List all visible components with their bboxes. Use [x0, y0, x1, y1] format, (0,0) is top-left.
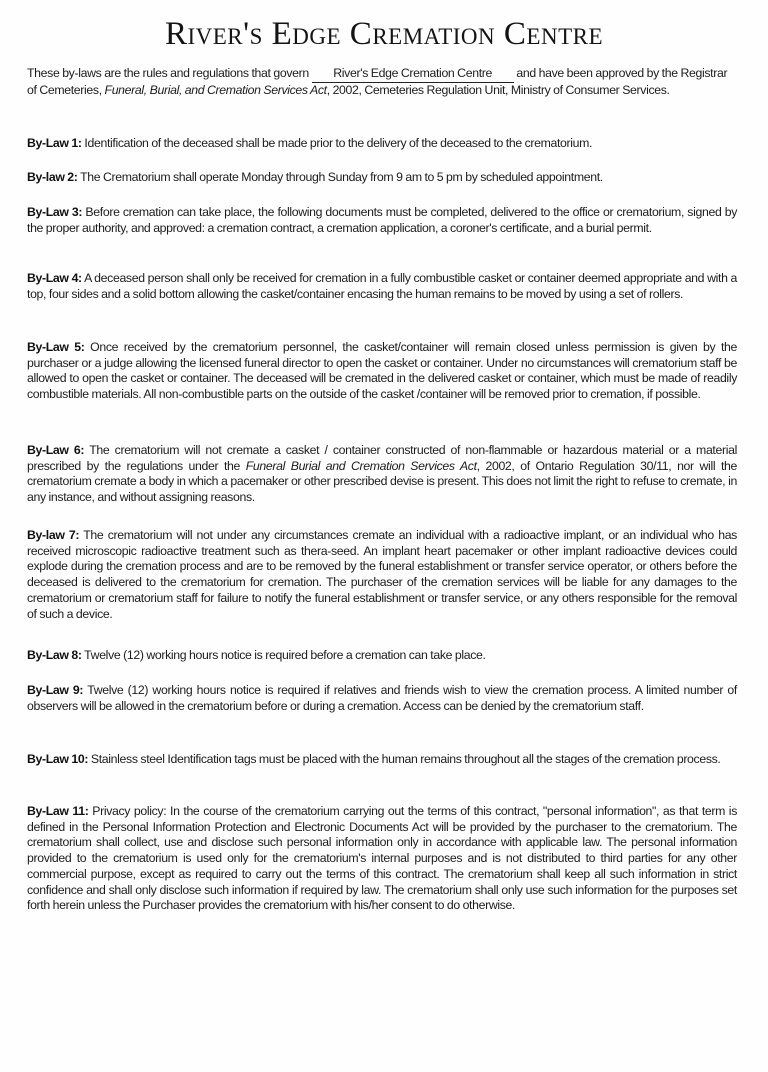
- bylaw-text: Stainless steel Identification tags must be placed with the human remains throughout all the stages of the cremation process.: [88, 752, 721, 766]
- bylaw-label: By-Law 8:: [27, 648, 82, 662]
- bylaw-label: By-Law 4:: [27, 271, 82, 285]
- bylaw-label: By-Law 11:: [27, 804, 89, 818]
- bylaw-8: [27, 648, 737, 664]
- bylaw-text: The crematorium will not under any circumstances cremate an individual with a radioactive implant, or an individual who has received microscopic radioactive treatment such as thera-seed. An implant heart pacemaker or other implant radioactive devices could explode during the cremation process and are to be removed by the funeral establishment or transfer service operator, or others before the deceased is delivered to the crematorium for cremation. The purchaser of the cremation services will be liable for any damages to the crematorium or crematorium staff for failure to notify the funeral establishment or transfer service, or any others responsible for the removal of such a device.: [27, 528, 737, 621]
- bylaw-text: Before cremation can take place, the following documents must be completed, delivered to the office or crematorium, signed by the proper authority, and approved: a cremation contract, a cremation application, a coroner's certificate, and a burial permit.: [27, 205, 737, 235]
- bylaw-10: [27, 752, 737, 768]
- bylaw-text-continued: , 2002, of Ontario Regulation 30/11, nor will the crematorium cremate a body in which a pacemaker or other prescribed devise is present. This does not limit the right to refuse to cremate, in any instance, and without assigning reasons.: [27, 458, 737, 505]
- bylaw-4: [27, 271, 737, 302]
- bylaw-label: By-Law 3:: [27, 205, 83, 219]
- bylaw-text: Once received by the crematorium personnel, the casket/container will remain closed unless permission is given by the purchaser or a judge allowing the licensed funeral director to open the casket or container. Under no circumstances will crematorium staff be allowed to open the casket or container. The deceased will be cremated in the delivered casket or container, which must be made of readily combustible materials. All non-combustible parts on the outside of the casket /container will be removed prior to cremation, if possible.: [27, 340, 737, 402]
- intro-text-3: , 2002, Cemeteries Regulation Unit, Ministry of Consumer Services.: [326, 82, 670, 97]
- bylaw-text: Privacy policy: In the course of the crematorium carrying out the terms of this contract, "personal information", as that term is defined in the Personal Information Protection and Electronic Documents Act will be provided by the purchaser to the crematorium. The crematorium shall collect, use and disclose such personal information only in accordance with applicable law. The personal information provided to the crematorium is used only for the crematorium's internal purposes and is not distributed to third parties for any other commercial purpose, except as required to carry out the terms of this contract. The crematorium shall keep all such information in strict confidence and shall only disclose such information if required by law. The crematorium shall only use such information for the purposes set forth herein unless the Purchaser provides the crematorium with his/her consent to do otherwise.: [27, 804, 737, 913]
- bylaw-6: [27, 443, 737, 506]
- organization-fill-in: River's Edge Cremation Centre: [312, 66, 514, 83]
- bylaw-11: [27, 804, 737, 914]
- act-name: Funeral, Burial, and Cremation Services Act: [104, 82, 327, 97]
- document-title: River's Edge Cremation Centre: [164, 16, 604, 52]
- bylaw-label: By-law 2:: [27, 170, 78, 184]
- bylaw-text: The crematorium will not cremate a casket / container constructed of non-flammable or hazardous material or a material prescribed by the regulations under the: [27, 443, 737, 473]
- bylaw-1: [27, 136, 737, 152]
- bylaw-text: The Crematorium shall operate Monday through Sunday from 9 am to 5 pm by scheduled appointment.: [77, 170, 603, 184]
- bylaw-text: Twelve (12) working hours notice is required if relatives and friends wish to view the cremation process. A limited number of observers will be allowed in the crematorium before or during a cremation. Access can be denied by the crematorium staff.: [27, 683, 737, 713]
- bylaw-label: By-Law 6:: [27, 443, 85, 457]
- bylaw-text: A deceased person shall only be received for cremation in a fully combustible casket or container deemed appropriate and with a top, four sides and a solid bottom allowing the casket/container encasing the human remains to be moved by using a set of rollers.: [27, 271, 737, 301]
- intro-text-1: These by-laws are the rules and regulations that govern: [27, 66, 312, 80]
- bylaw-label: By-Law 5:: [27, 340, 85, 354]
- bylaw-label: By-Law 1:: [27, 136, 82, 150]
- bylaw-text: Twelve (12) working hours notice is required before a cremation can take place.: [81, 648, 486, 662]
- bylaw-7: [27, 528, 737, 622]
- bylaw-3: [27, 205, 737, 236]
- bylaw-5: [27, 340, 737, 403]
- bylaw-label: By-law 7:: [27, 528, 80, 542]
- bylaw-label: By-Law 10:: [27, 752, 89, 766]
- intro-paragraph: [27, 66, 737, 98]
- bylaw-text: Identification of the deceased shall be made prior to the delivery of the deceased to the crematorium.: [81, 136, 593, 150]
- bylaw-2: [27, 170, 737, 186]
- intro-text-2: and have been approved by the Registrar of Cemeteries,: [27, 66, 728, 97]
- act-name: Funeral Burial and Cremation Services Act: [245, 458, 477, 473]
- bylaw-9: [27, 683, 737, 714]
- bylaw-label: By-Law 9:: [27, 683, 84, 697]
